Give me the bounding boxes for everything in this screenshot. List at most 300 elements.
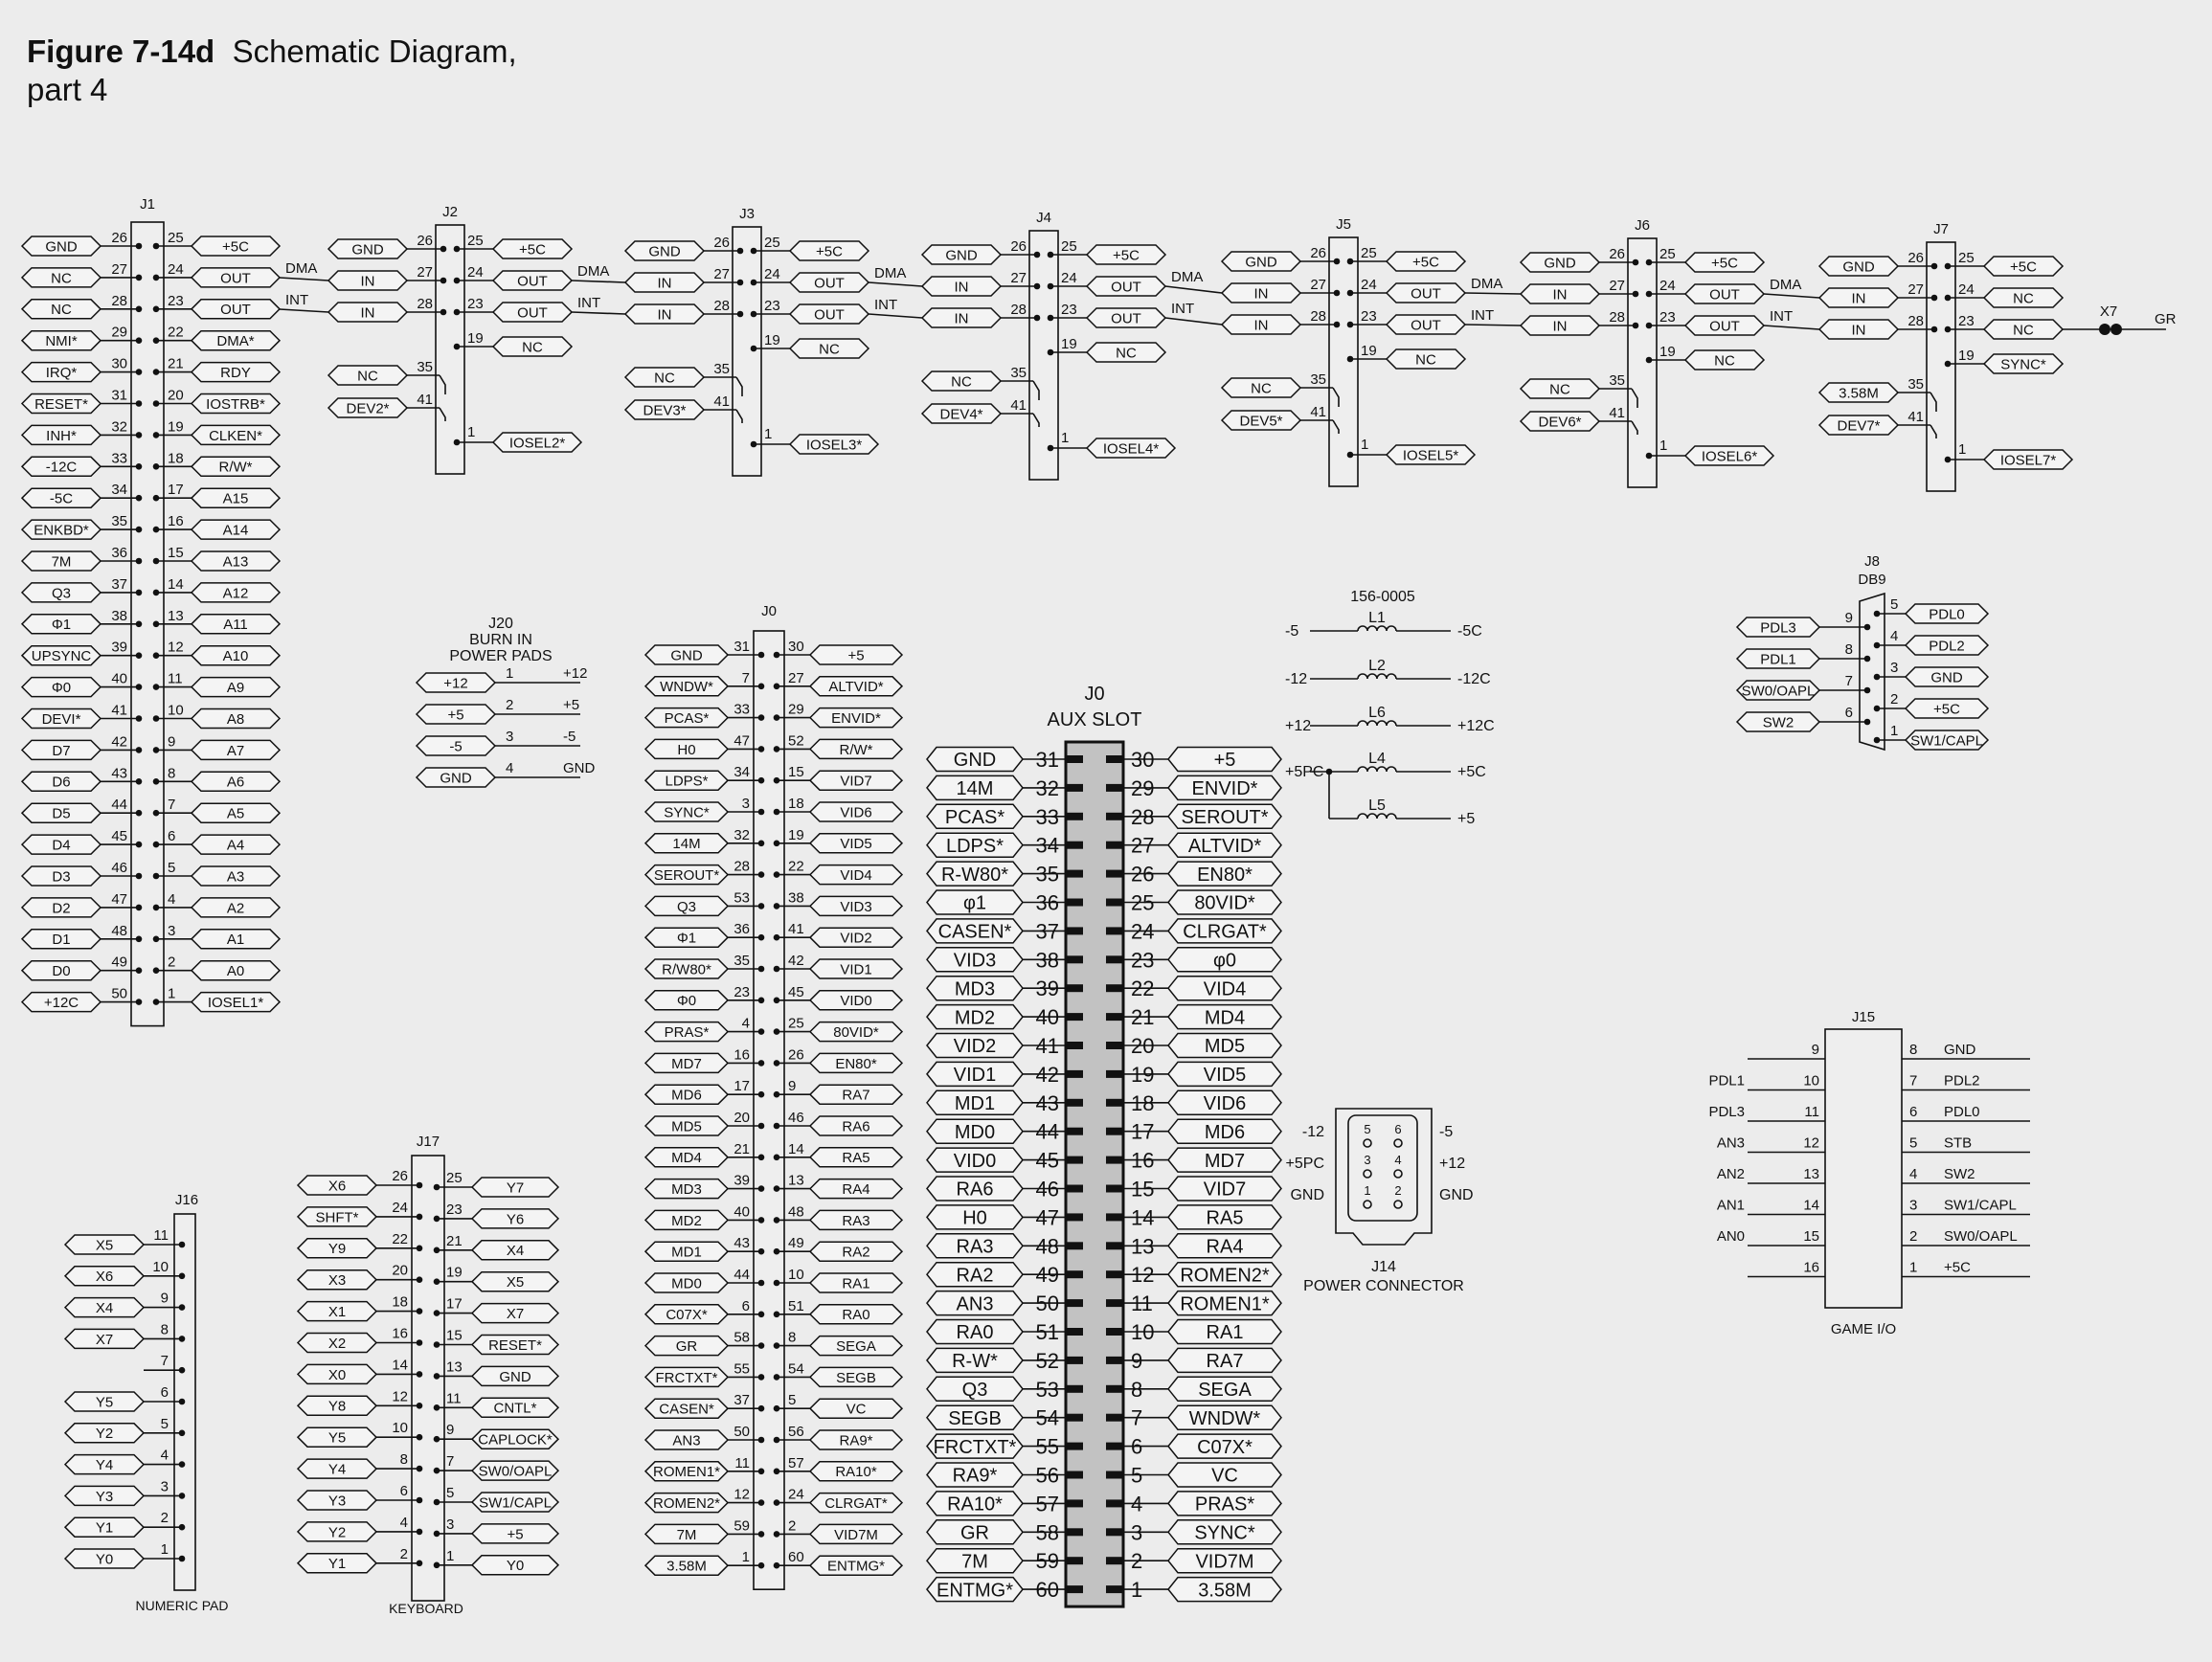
j1-net-5c-34-text: -5C bbox=[49, 490, 74, 507]
j1-pin-11: 11 bbox=[168, 670, 183, 687]
j1-net-d4-45 bbox=[22, 835, 101, 854]
j1-net-d2-47-text: D2 bbox=[52, 900, 71, 917]
j5-net-dev5-41-text: DEV5* bbox=[1239, 413, 1283, 430]
j17-net-x3-20 bbox=[298, 1270, 376, 1290]
j0-pin-60: 60 bbox=[788, 1549, 804, 1566]
j8-net-gnd-text: GND bbox=[1930, 669, 1963, 686]
aux-net-h0-47 bbox=[927, 1205, 1023, 1229]
j6-dma-label: DMA bbox=[1471, 276, 1503, 292]
aux-pin-1: 1 bbox=[1131, 1578, 1143, 1603]
aux-net-md1-43-text: MD1 bbox=[954, 1093, 996, 1114]
aux-net-80vid-25 bbox=[1168, 890, 1281, 914]
j1-pin-3: 3 bbox=[168, 922, 176, 939]
aux-net-md5-20-text: MD5 bbox=[1204, 1036, 1246, 1058]
j1-net-d6-43 bbox=[22, 772, 101, 791]
aux-pin-26: 26 bbox=[1131, 862, 1155, 887]
aux-pin-28: 28 bbox=[1131, 804, 1155, 829]
aux-net-segb-54 bbox=[927, 1405, 1023, 1429]
j8-net-pdl2 bbox=[1906, 636, 1988, 655]
j7-net-dev7-41 bbox=[1819, 416, 1898, 435]
j17-net-y2-4 bbox=[298, 1522, 376, 1541]
j3-ref: J3 bbox=[739, 206, 755, 222]
j1-net-upsync-39 bbox=[22, 646, 101, 665]
j17-pin-20: 20 bbox=[392, 1262, 408, 1279]
j4-net-iosel4-text: IOSEL4* bbox=[1102, 440, 1160, 458]
j3-net-nc-19 bbox=[790, 339, 869, 358]
j16-net-y1 bbox=[65, 1517, 144, 1537]
aux-pin-9: 9 bbox=[1131, 1348, 1143, 1373]
connector-j4 bbox=[869, 210, 1175, 480]
j1-net-a15-17 bbox=[192, 488, 280, 507]
j4-net-dev4-41 bbox=[922, 404, 1001, 423]
j5-pin-27: 27 bbox=[1310, 277, 1326, 293]
j0-net-vid7-15-text: VID7 bbox=[840, 773, 872, 790]
aux-pin-53: 53 bbox=[1035, 1377, 1059, 1402]
j17-net-5-3-text: +5 bbox=[507, 1526, 524, 1543]
j2-net-5c-25-text: +5C bbox=[519, 241, 546, 258]
j6-net-iosel6-text: IOSEL6* bbox=[1701, 448, 1758, 465]
j1-pin-7: 7 bbox=[168, 797, 176, 814]
aux-pin-50: 50 bbox=[1035, 1291, 1059, 1316]
j1-net-5c-34 bbox=[22, 488, 101, 507]
j1-net-devi-41 bbox=[22, 709, 101, 729]
aux-net-r-w-52-text: R-W* bbox=[952, 1351, 998, 1373]
aux-net-3-58m-1 bbox=[1168, 1578, 1281, 1602]
j6-pin-26: 26 bbox=[1609, 246, 1625, 262]
j2-int-label: INT bbox=[285, 292, 309, 308]
j0-net-ra1-10 bbox=[810, 1273, 902, 1292]
inductor-l2 bbox=[1358, 674, 1396, 679]
j7-net-nc-23-text: NC bbox=[2013, 322, 2034, 339]
j0-pin-48: 48 bbox=[788, 1203, 804, 1221]
aux-pin-4: 4 bbox=[1131, 1492, 1143, 1516]
j17-net-y6-23 bbox=[472, 1209, 558, 1228]
aux-pin-46: 46 bbox=[1035, 1177, 1059, 1202]
j1-net-a15-17-text: A15 bbox=[222, 490, 249, 507]
j4-pin-35: 35 bbox=[1010, 365, 1027, 381]
j0-net-gr-58-text: GR bbox=[675, 1338, 698, 1355]
j0-net-ra3-48-text: RA3 bbox=[842, 1212, 870, 1229]
j5-net-in-27-text: IN bbox=[1253, 285, 1269, 303]
j6-pin-24: 24 bbox=[1659, 278, 1676, 294]
j15-net-an1: AN1 bbox=[1716, 1197, 1745, 1214]
j3-pin-35: 35 bbox=[713, 361, 730, 377]
j1-pin-42: 42 bbox=[111, 733, 127, 751]
j1-net-0-40-text: Φ0 bbox=[51, 680, 72, 696]
aux-net-clrgat-24-text: CLRGAT* bbox=[1183, 921, 1267, 943]
aux-pin-10: 10 bbox=[1131, 1320, 1155, 1344]
j14-pin-label-5: 5 bbox=[1364, 1122, 1371, 1136]
aux-pin-30: 30 bbox=[1131, 748, 1155, 772]
j0-net-en80-26 bbox=[810, 1053, 902, 1072]
j5-pin-1: 1 bbox=[1361, 437, 1369, 453]
j17-pin-22: 22 bbox=[392, 1230, 408, 1247]
j0-pin-41: 41 bbox=[788, 921, 804, 938]
j1-net-a6-8-text: A6 bbox=[226, 774, 245, 791]
j0-net-vid0-45-text: VID0 bbox=[840, 993, 872, 1010]
j17-net-caplock-9 bbox=[472, 1429, 558, 1449]
j17-pin-25: 25 bbox=[446, 1170, 463, 1186]
inductor-ref-l6: L6 bbox=[1368, 705, 1386, 721]
aux-net-vc-5-text: VC bbox=[1211, 1465, 1238, 1487]
j17-net-cntl-11 bbox=[472, 1398, 558, 1417]
j15-pin-6: 6 bbox=[1909, 1104, 1918, 1120]
j1-pin-47: 47 bbox=[111, 890, 127, 908]
j0-pin-40: 40 bbox=[734, 1203, 750, 1221]
j1-pin-29: 29 bbox=[111, 324, 127, 341]
j1-net-a0-2-text: A0 bbox=[226, 963, 245, 980]
j16-net-y5 bbox=[65, 1392, 144, 1411]
j7-net-sync-19 bbox=[1984, 354, 2063, 373]
j15-pin-2: 2 bbox=[1909, 1228, 1918, 1245]
j17-pin-5: 5 bbox=[446, 1485, 455, 1501]
j16-caption: NUMERIC PAD bbox=[135, 1598, 229, 1613]
aux-net-md5-20 bbox=[1168, 1034, 1281, 1058]
j17-net-y7-25 bbox=[472, 1178, 558, 1197]
j14-left-5pc: +5PC bbox=[1285, 1156, 1324, 1172]
x7-pad-a bbox=[2099, 324, 2110, 335]
j2-net-nc-35-text: NC bbox=[357, 368, 378, 385]
aux-pin-60: 60 bbox=[1035, 1578, 1059, 1603]
j7-net-in-27 bbox=[1819, 288, 1898, 307]
j4-net-out-24 bbox=[1087, 277, 1165, 296]
j0-net-ra7-9 bbox=[810, 1085, 902, 1104]
j2-net-out-24-text: OUT bbox=[517, 273, 548, 290]
j7-net-in-28 bbox=[1819, 320, 1898, 339]
j1-net-a13-15 bbox=[192, 551, 280, 571]
j2-net-in-28 bbox=[328, 303, 407, 322]
j7-net-gnd-26-text: GND bbox=[1842, 258, 1875, 276]
j0-net-vid7m-2 bbox=[810, 1524, 902, 1543]
aux-net-vid4-22 bbox=[1168, 977, 1281, 1000]
aux-pin-12: 12 bbox=[1131, 1263, 1155, 1288]
j8-net-sw0-oapl-text: SW0/OAPL bbox=[1741, 683, 1816, 700]
j1-pin-16: 16 bbox=[168, 513, 184, 530]
j1-net-d2-47 bbox=[22, 898, 101, 917]
j4-net-gnd-26 bbox=[922, 245, 1001, 264]
j16-pin-1: 1 bbox=[160, 1541, 169, 1558]
j1-pin-8: 8 bbox=[168, 765, 176, 782]
j1-pin-28: 28 bbox=[111, 292, 127, 309]
j16-net-x6 bbox=[65, 1267, 144, 1286]
j1-net-a4-6-text: A4 bbox=[226, 837, 245, 854]
aux-net-casen-37 bbox=[927, 919, 1023, 943]
j0-pin-28: 28 bbox=[734, 858, 750, 875]
aux-net-md4-21-text: MD4 bbox=[1204, 1007, 1246, 1029]
aux-net-vid6-18-text: VID6 bbox=[1203, 1093, 1247, 1114]
j16-net-y4-text: Y4 bbox=[95, 1457, 114, 1473]
j0-net-q3-53 bbox=[645, 896, 728, 915]
j14-left-12: -12 bbox=[1301, 1124, 1324, 1140]
aux-net-ra5-14-text: RA5 bbox=[1206, 1207, 1244, 1229]
j16-pin-8: 8 bbox=[160, 1321, 169, 1338]
j3-net-nc-35-text: NC bbox=[654, 370, 675, 387]
j16-pin-11: 11 bbox=[153, 1227, 169, 1244]
aux-pin-34: 34 bbox=[1035, 833, 1059, 858]
aux-net-vid6-18 bbox=[1168, 1090, 1281, 1114]
connector-j17-keyboard bbox=[298, 1134, 558, 1616]
j17-net-x3-20-text: X3 bbox=[327, 1272, 347, 1290]
j3-pin-28: 28 bbox=[713, 298, 730, 314]
aux-pin-11: 11 bbox=[1131, 1291, 1153, 1316]
j1-pin-40: 40 bbox=[111, 670, 127, 687]
j0-net-r-w80-35-text: R/W80* bbox=[662, 961, 711, 978]
j6-ref: J6 bbox=[1635, 217, 1650, 234]
j8-net-sw2 bbox=[1737, 712, 1819, 731]
j15-pin-12: 12 bbox=[1803, 1134, 1819, 1152]
j15-pin-13: 13 bbox=[1803, 1166, 1819, 1182]
j5-pin-23: 23 bbox=[1361, 308, 1377, 325]
aux-pin-17: 17 bbox=[1131, 1119, 1155, 1144]
j17-net-x4-21 bbox=[472, 1241, 558, 1260]
j1-net-a6-8 bbox=[192, 772, 280, 791]
j17-net-cntl-11-text: CNTL* bbox=[493, 1400, 537, 1417]
j3-pin-25: 25 bbox=[764, 235, 780, 251]
j5-int-wire bbox=[1165, 318, 1222, 325]
j17-pin-2: 2 bbox=[399, 1545, 408, 1562]
j17-net-y4-8 bbox=[298, 1459, 376, 1478]
j17-net-x5-19 bbox=[472, 1272, 558, 1291]
j1-net-0-40 bbox=[22, 678, 101, 697]
j1-net-a3-5 bbox=[192, 866, 280, 886]
j1-net-a1-3-text: A1 bbox=[226, 932, 245, 949]
j5-int-label: INT bbox=[1171, 301, 1195, 317]
j0-net-md1-43 bbox=[645, 1242, 728, 1261]
j15-pin-9: 9 bbox=[1811, 1042, 1819, 1058]
j6-net-nc-19 bbox=[1685, 350, 1764, 370]
j20-pad-5-text: -5 bbox=[449, 738, 463, 755]
aux-pin-33: 33 bbox=[1035, 804, 1059, 829]
j0-net-vid0-45 bbox=[810, 991, 902, 1010]
j0-net-pcas-33-text: PCAS* bbox=[664, 710, 710, 727]
aux-pin-31: 31 bbox=[1035, 748, 1059, 772]
j0-pin-51: 51 bbox=[788, 1297, 804, 1314]
j17-pin-15: 15 bbox=[446, 1327, 463, 1344]
connector-j14-power bbox=[1286, 1109, 1474, 1294]
j16-net-x4 bbox=[65, 1298, 144, 1317]
j5-net-out-23-text: OUT bbox=[1411, 317, 1441, 334]
j4-net-nc-35 bbox=[922, 371, 1001, 391]
j4-pin-27: 27 bbox=[1010, 270, 1027, 286]
j2-pin-41: 41 bbox=[417, 392, 433, 408]
j0-pin-3: 3 bbox=[741, 796, 750, 812]
aux-net-gr-58 bbox=[927, 1520, 1023, 1544]
j8-net-5c-text: +5C bbox=[1933, 701, 1960, 718]
j4-body bbox=[1029, 231, 1058, 480]
aux-net-wndw-7-text: WNDW* bbox=[1188, 1407, 1261, 1429]
aux-pin-42: 42 bbox=[1035, 1062, 1059, 1087]
j8-net-pdl0 bbox=[1906, 604, 1988, 623]
aux-net-envid-29 bbox=[1168, 775, 1281, 799]
aux-pin-58: 58 bbox=[1035, 1520, 1059, 1545]
inductor-in-5pc-3: +5PC bbox=[1285, 764, 1324, 780]
inductor-ref-l5: L5 bbox=[1368, 797, 1386, 814]
j5-pin-28: 28 bbox=[1310, 308, 1326, 325]
j3-net-out-24-text: OUT bbox=[814, 275, 845, 292]
j8-pin-7: 7 bbox=[1844, 673, 1853, 689]
j15-pin-16: 16 bbox=[1803, 1259, 1819, 1276]
j17-net-y8-12 bbox=[298, 1396, 376, 1415]
j0-pin-20: 20 bbox=[734, 1110, 750, 1126]
j17-pin-7: 7 bbox=[446, 1453, 455, 1471]
j17-pin-13: 13 bbox=[446, 1359, 463, 1376]
aux-net-c07x-6 bbox=[1168, 1434, 1281, 1458]
j14-pin-label-1: 1 bbox=[1364, 1183, 1371, 1198]
j3-net-in-27 bbox=[625, 273, 704, 292]
j0-net-ra5-14-text: RA5 bbox=[842, 1150, 870, 1167]
j17-caption: KEYBOARD bbox=[389, 1601, 463, 1616]
j0-net-ra10-57-text: RA10* bbox=[835, 1464, 877, 1481]
j0-net-vid4-22 bbox=[810, 865, 902, 885]
j0-pin-8: 8 bbox=[788, 1329, 797, 1346]
aux-net-ra10-57-text: RA10* bbox=[947, 1494, 1003, 1516]
burn-in-pads-j20 bbox=[417, 616, 596, 787]
j1-pin-37: 37 bbox=[111, 575, 127, 593]
aux-net-r-w-52 bbox=[927, 1348, 1023, 1372]
j0-net-ra5-14 bbox=[810, 1148, 902, 1167]
j2-net-in-27-text: IN bbox=[360, 273, 375, 290]
aux-net-md0-44 bbox=[927, 1119, 1023, 1143]
j0-pin-7: 7 bbox=[741, 669, 750, 686]
j1-net-rdy-21 bbox=[192, 363, 280, 382]
connector-j2 bbox=[280, 204, 581, 474]
j15-net-5c: +5C bbox=[1944, 1259, 1971, 1276]
j6-net-nc-19-text: NC bbox=[1714, 352, 1735, 370]
j6-pin-41: 41 bbox=[1609, 405, 1625, 421]
j15-net-an2: AN2 bbox=[1716, 1166, 1745, 1182]
j3-net-out-24 bbox=[790, 273, 869, 292]
j1-net-enkbd-35 bbox=[22, 520, 101, 539]
j16-net-y2 bbox=[65, 1424, 144, 1443]
j17-ref: J17 bbox=[416, 1134, 440, 1150]
aux-net-vid3-38 bbox=[927, 948, 1023, 972]
j0-net-frctxt-55-text: FRCTXT* bbox=[655, 1369, 718, 1386]
aux-pin-49: 49 bbox=[1035, 1263, 1059, 1288]
aux-net-ra4-13 bbox=[1168, 1234, 1281, 1258]
j0-pin-39: 39 bbox=[734, 1172, 750, 1189]
figure-subtitle: part 4 bbox=[27, 72, 108, 107]
j3-pin-27: 27 bbox=[713, 266, 730, 282]
j0-net-romen2-12 bbox=[645, 1494, 728, 1513]
j8-net-pdl2-text: PDL2 bbox=[1929, 638, 1965, 655]
aux-pin-55: 55 bbox=[1035, 1434, 1059, 1459]
j1-pin-25: 25 bbox=[168, 230, 184, 246]
aux-net-r-w80-35 bbox=[927, 862, 1023, 886]
j15-net-an3: AN3 bbox=[1716, 1134, 1745, 1152]
j15-net-sw2: SW2 bbox=[1944, 1166, 1975, 1182]
j15-body bbox=[1825, 1029, 1902, 1308]
aux-net-ra7-9 bbox=[1168, 1348, 1281, 1372]
j20-title-0: J20 bbox=[488, 616, 513, 632]
j8-pin-5: 5 bbox=[1890, 596, 1899, 613]
aux-net-md7-16-text: MD7 bbox=[1204, 1150, 1246, 1172]
j0-net-r-w-52-text: R/W* bbox=[839, 741, 873, 758]
j8-net-5c bbox=[1906, 699, 1988, 718]
j1-net-d7-42 bbox=[22, 740, 101, 759]
aux-pin-51: 51 bbox=[1035, 1320, 1059, 1344]
j1-pin-13: 13 bbox=[168, 607, 184, 624]
j0-net-md4-21 bbox=[645, 1148, 728, 1167]
j4-net-gnd-26-text: GND bbox=[945, 247, 978, 264]
j16-net-y5-text: Y5 bbox=[95, 1394, 114, 1411]
j6-net-in-28-text: IN bbox=[1552, 318, 1568, 335]
j3-net-iosel3-text: IOSEL3* bbox=[805, 437, 863, 454]
aux-pin-32: 32 bbox=[1035, 775, 1059, 800]
j0-pin-37: 37 bbox=[734, 1392, 750, 1409]
aux-net-romen2-12 bbox=[1168, 1263, 1281, 1287]
j2-net-nc-35 bbox=[328, 366, 407, 385]
j17-net-x7-17 bbox=[472, 1304, 558, 1323]
j1-ref: J1 bbox=[140, 196, 155, 213]
inductor-out-12c-2: +12C bbox=[1457, 718, 1495, 734]
aux-ref: J0 bbox=[1084, 684, 1105, 705]
aux-net-md7-16 bbox=[1168, 1148, 1281, 1172]
j0-net-ra7-9-text: RA7 bbox=[842, 1087, 870, 1104]
aux-net-md3-39-text: MD3 bbox=[954, 978, 996, 1000]
j6-int-wire bbox=[1465, 325, 1521, 326]
j0-net-5-30 bbox=[810, 645, 902, 664]
j2-net-nc-19-text: NC bbox=[522, 339, 543, 356]
j17-pin-17: 17 bbox=[446, 1295, 463, 1313]
aux-net-wndw-7 bbox=[1168, 1405, 1281, 1429]
aux-net-c07x-6-text: C07X* bbox=[1197, 1436, 1253, 1458]
j0-net-romen1-11 bbox=[645, 1462, 728, 1481]
j17-pin-16: 16 bbox=[392, 1325, 408, 1342]
aux-net-vid0-45-text: VID0 bbox=[953, 1150, 997, 1172]
j4-net-out-23 bbox=[1087, 308, 1165, 327]
j3-net-iosel3 bbox=[790, 435, 878, 454]
j6-net-out-24-text: OUT bbox=[1709, 286, 1740, 303]
aux-net-an3-50 bbox=[927, 1291, 1023, 1315]
j2-dma-label: DMA bbox=[285, 260, 318, 277]
j17-pin-12: 12 bbox=[392, 1388, 408, 1405]
j3-net-5c-25-text: +5C bbox=[816, 243, 843, 260]
j1-pin-1: 1 bbox=[168, 985, 176, 1002]
j6-pin-1: 1 bbox=[1659, 438, 1668, 454]
j1-net-12c-33 bbox=[22, 457, 101, 476]
j0-pin-30: 30 bbox=[788, 639, 804, 655]
j5-pin-19: 19 bbox=[1361, 343, 1377, 359]
j0-net-sega-8-text: SEGA bbox=[836, 1338, 876, 1355]
j3-net-dev3-41 bbox=[625, 400, 704, 419]
j1-net-devi-41-text: DEVI* bbox=[41, 710, 81, 728]
aux-net-14m-32 bbox=[927, 775, 1023, 799]
j6-net-out-23-text: OUT bbox=[1709, 318, 1740, 335]
j0-pin-14: 14 bbox=[788, 1140, 804, 1157]
j0-net-vid7-15 bbox=[810, 771, 902, 790]
j16-ref: J16 bbox=[174, 1192, 199, 1208]
j3-pin-41: 41 bbox=[713, 393, 730, 410]
j1-net-d3-46-text: D3 bbox=[52, 868, 71, 886]
j8-net-pdl3-text: PDL3 bbox=[1760, 619, 1796, 637]
j0-net-md2-40 bbox=[645, 1210, 728, 1229]
j1-net-a7-9 bbox=[192, 740, 280, 759]
j16-net-y4 bbox=[65, 1455, 144, 1474]
j0-net-3-58m-1 bbox=[645, 1556, 728, 1575]
j8-pin-1: 1 bbox=[1890, 723, 1899, 739]
j17-net-y0-1 bbox=[472, 1556, 558, 1575]
aux-net-md6-17 bbox=[1168, 1119, 1281, 1143]
aux-net-ra3-48 bbox=[927, 1234, 1023, 1258]
aux-pin-57: 57 bbox=[1035, 1492, 1059, 1516]
j3-pin-19: 19 bbox=[764, 332, 780, 348]
j1-pin-18: 18 bbox=[168, 450, 184, 467]
j0-net-pras-4-text: PRAS* bbox=[664, 1024, 710, 1041]
j5-pin-25: 25 bbox=[1361, 245, 1377, 261]
j1-pin-10: 10 bbox=[168, 702, 184, 719]
j8-net-sw2-text: SW2 bbox=[1762, 714, 1794, 731]
j0-net-clrgat-24-text: CLRGAT* bbox=[824, 1495, 888, 1512]
